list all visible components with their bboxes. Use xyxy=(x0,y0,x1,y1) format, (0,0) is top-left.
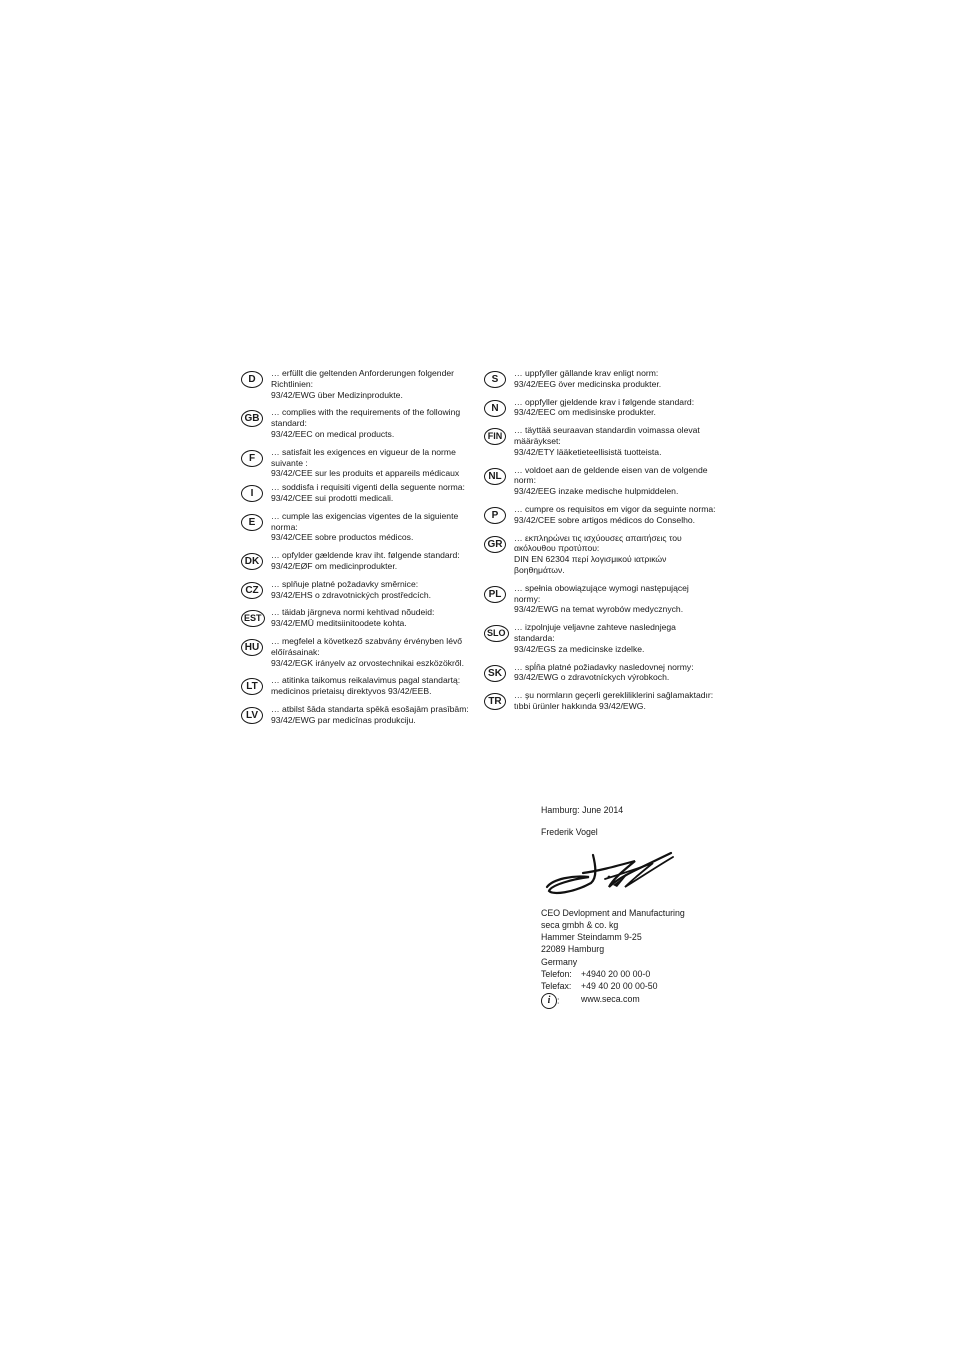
directive-reference: 93/42/EWG o zdravotníckych výrobkoch. xyxy=(514,672,670,683)
declaration-entry-gb xyxy=(241,407,473,439)
country-code-badge: HU xyxy=(241,639,263,656)
fax-row xyxy=(541,980,761,992)
country-code-badge: I xyxy=(241,485,263,502)
country-code-badge: EST xyxy=(241,610,265,627)
declaration-text: … cumpre os requisitos em vigor da seguinte norma: xyxy=(514,503,716,514)
declaration-text: … atitinka taikomus reikalavimus pagal standartą: xyxy=(271,675,461,686)
directive-reference: 93/42/CEE sobre artigos médicos do Conselho. xyxy=(514,514,696,525)
fax-number: +49 40 20 00 00-50 xyxy=(581,981,658,992)
declaration-entry-n xyxy=(484,397,716,419)
declaration-text: … atbilst šāda standarta spēkā esošajām prasībām: xyxy=(271,703,469,714)
declaration-entry-est xyxy=(241,607,473,629)
declaration-text: … opfylder gældende krav iht. følgende standard: xyxy=(271,550,460,561)
company-name: seca gmbh & co. kg xyxy=(541,919,619,930)
signatory-name: Frederik Vogel xyxy=(541,827,598,838)
directive-reference: 93/42/ETY lääketieteellisistä tuotteista. xyxy=(514,446,662,457)
country-code-badge: D xyxy=(241,371,263,388)
directive-reference: 93/42/EWG par medicīnas produkciju. xyxy=(271,714,416,725)
phone-number: +4940 20 00 00-0 xyxy=(581,969,651,980)
declaration-text: … izpolnjuje veljavne zahteve naslednjega standarda: xyxy=(514,622,676,643)
country-code-badge: GR xyxy=(484,536,506,553)
country-code-badge: NL xyxy=(484,468,506,485)
place-date: Hamburg: June 2014 xyxy=(541,805,624,815)
address-country: Germany xyxy=(541,956,578,967)
declaration-text: … spełnia obowiązujące wymogi następującej normy: xyxy=(514,582,689,604)
declaration-entry-sk xyxy=(484,662,716,684)
country-code-badge: SK xyxy=(484,665,506,682)
address-city: 22089 Hamburg xyxy=(541,944,605,955)
country-code-badge: E xyxy=(241,514,263,531)
declaration-text: … şu normların geçerli gerekliliklerini sağlamaktadır: xyxy=(514,690,714,701)
country-code-badge: S xyxy=(484,371,506,388)
declaration-entry-cz xyxy=(241,579,473,601)
declaration-text: … megfelel a következő szabvány érvényben lévő előírásainak: xyxy=(271,635,463,657)
directive-reference: 93/42/EWG na temat wyrobów medycznych. xyxy=(514,604,684,615)
phone-label: Telefon: xyxy=(541,969,572,980)
declaration-text: … splňuje platné požadavky směrnice: xyxy=(271,578,419,589)
declaration-text: … satisfait les exigences en vigueur de la norme suivante : xyxy=(271,446,456,468)
declaration-entry-fin xyxy=(484,425,716,457)
declaration-column-right xyxy=(484,368,716,712)
declaration-entry-tr xyxy=(484,690,716,712)
directive-reference: 93/42/EEG inzake medische hulpmiddelen. xyxy=(514,486,679,497)
declaration-entry-pl xyxy=(484,583,716,615)
declaration-entry-i xyxy=(241,482,473,504)
declaration-text: … voldoet aan de geldende eisen van de volgende norm: xyxy=(514,464,708,486)
website-link[interactable]: www.seca.com xyxy=(581,993,640,1004)
directive-reference: medicinos prietaisų direktyvos 93/42/EEB. xyxy=(271,686,432,697)
directive-reference: DIN EN 62304 περί λογισμικού ιατρικών βοηθημάτων. xyxy=(514,554,667,575)
address-street: Hammer Steindamm 9-25 xyxy=(541,932,642,943)
country-code-badge: LV xyxy=(241,707,263,724)
declaration-text: … täyttää seuraavan standardin voimassa olevat määräykset: xyxy=(514,425,700,446)
directive-reference: 93/42/EEC on medical products. xyxy=(271,428,395,439)
declaration-text: … täidab järgneva normi kehtivad nõudeid: xyxy=(271,607,435,618)
declaration-text: … cumple las exigencias vigentes de la siguiente norma: xyxy=(271,510,459,532)
declaration-text: … spĺňa platné požiadavky nasledovnej normy: xyxy=(514,661,694,672)
declaration-entry-e xyxy=(241,511,473,543)
country-code-badge: TR xyxy=(484,693,506,710)
directive-reference: 93/42/EEC om medisinske produkter. xyxy=(514,407,656,418)
country-code-badge: PL xyxy=(484,586,506,603)
directive-reference: 93/42/CEE sobre productos médicos. xyxy=(271,532,414,543)
declaration-entry-p xyxy=(484,504,716,526)
directive-reference: 93/42/EGS za medicinske izdelke. xyxy=(514,643,645,654)
directive-reference: 93/42/EHS o zdravotnických prostředcích. xyxy=(271,589,432,600)
declaration-entry-gr xyxy=(484,533,716,576)
declaration-text: … uppfyller gällande krav enligt norm: xyxy=(514,368,659,378)
signature-block xyxy=(541,804,761,1009)
country-code-badge: P xyxy=(484,507,506,524)
country-code-badge: SLO xyxy=(484,625,509,642)
web-label: : xyxy=(557,995,560,1005)
country-code-badge: FIN xyxy=(484,428,506,445)
country-code-badge: N xyxy=(484,400,506,417)
declaration-entry-dk xyxy=(241,550,473,572)
directive-reference: 93/42/EGK irányelv az orvostechnikai eszközökről. xyxy=(271,657,464,668)
declaration-column-left xyxy=(241,368,473,726)
handwritten-signature xyxy=(543,849,678,899)
declaration-entry-d xyxy=(241,368,473,400)
directive-reference: 93/42/EØF om medicinprodukter. xyxy=(271,560,398,571)
declaration-entry-s xyxy=(484,368,716,390)
info-icon: i xyxy=(541,993,557,1009)
directive-reference: 93/42/EWG über Medizinprodukte. xyxy=(271,389,403,400)
web-row xyxy=(541,993,761,1009)
declaration-text: … complies with the requirements of the following standard: xyxy=(271,407,461,429)
fax-label: Telefax: xyxy=(541,981,572,992)
directive-reference: 93/42/EEG över medicinska produkter. xyxy=(514,378,662,389)
directive-reference: 93/42/CEE sui prodotti medicali. xyxy=(271,492,394,503)
country-code-badge: GB xyxy=(241,410,263,427)
declaration-entry-hu xyxy=(241,636,473,668)
declaration-entry-slo xyxy=(484,622,716,654)
declaration-entry-lv xyxy=(241,704,473,726)
directive-reference: 93/42/CEE sur les produits et appareils médicaux xyxy=(271,468,460,479)
declaration-entry-nl xyxy=(484,465,716,497)
phone-row xyxy=(541,968,761,980)
directive-reference: tıbbi ürünler hakkında 93/42/EWG. xyxy=(514,700,646,711)
directive-reference: 93/42/EMÜ meditsiinitoodete kohta. xyxy=(271,618,407,629)
country-code-badge: DK xyxy=(241,553,263,570)
declaration-text: … εκπληρώνει τις ισχύουσες απαιτήσεις του ακόλουθου προτύπου: xyxy=(514,532,682,554)
country-code-badge: F xyxy=(241,450,263,467)
declaration-entry-f xyxy=(241,447,473,479)
signatory-role: CEO Devlopment and Manufacturing xyxy=(541,907,685,918)
declaration-text: … oppfyller gjeldende krav i følgende standard: xyxy=(514,396,695,407)
country-code-badge: LT xyxy=(241,678,263,695)
declaration-text: … soddisfa i requisiti vigenti della seguente norma: xyxy=(271,482,465,493)
declaration-text: … erfüllt die geltenden Anforderungen folgender Richtlinien: xyxy=(271,368,454,389)
country-code-badge: CZ xyxy=(241,582,263,599)
declaration-entry-lt xyxy=(241,675,473,697)
